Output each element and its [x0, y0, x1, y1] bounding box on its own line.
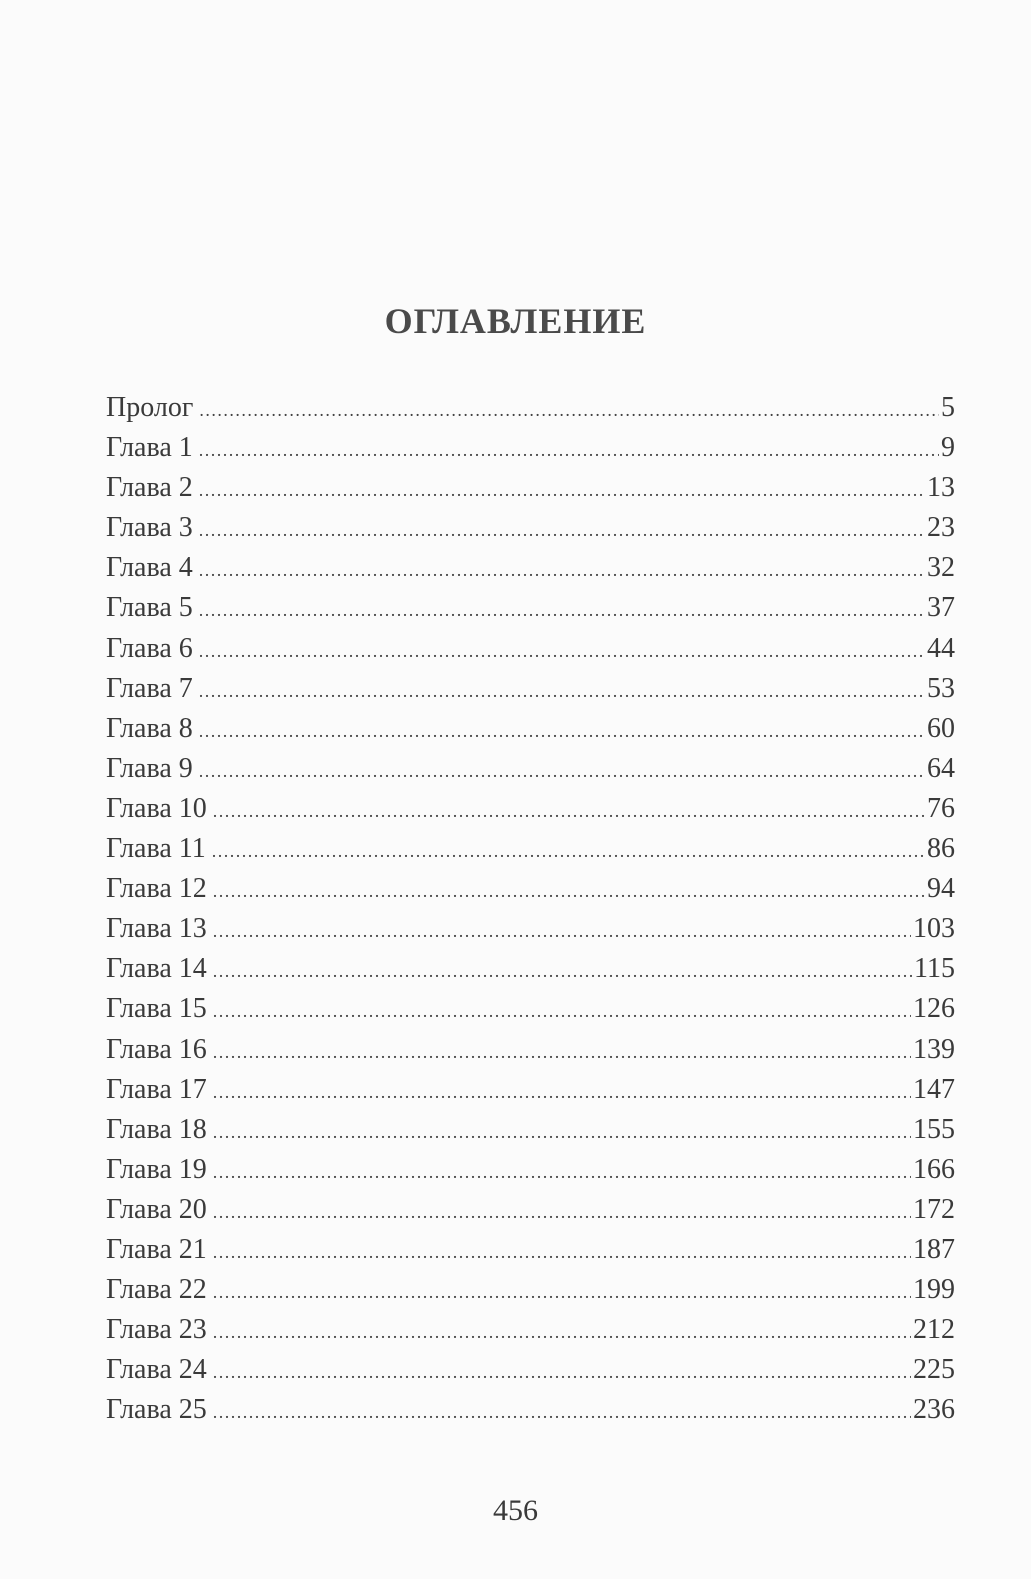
toc-entry [106, 1310, 955, 1350]
dot-leader [199, 390, 939, 430]
toc-entry-label: Глава 1 [106, 432, 193, 464]
toc-entry-label: Глава 11 [106, 833, 206, 865]
dot-leader [213, 911, 911, 951]
toc-entry-page: 126 [913, 993, 955, 1025]
toc-entry-label: Глава 5 [106, 592, 193, 624]
dot-leader [199, 671, 925, 711]
toc-entry [106, 1390, 955, 1430]
toc-entry-page: 94 [927, 873, 955, 905]
dot-leader [213, 871, 925, 911]
toc-entry [106, 749, 955, 789]
toc-entry-label: Глава 18 [106, 1113, 207, 1145]
dot-leader [213, 1032, 911, 1072]
toc-entry [106, 1110, 955, 1150]
toc-entry-page: 13 [927, 472, 955, 504]
toc-entry [106, 1230, 955, 1270]
toc-entry-page: 37 [927, 592, 955, 624]
toc-entry-page: 155 [913, 1113, 955, 1145]
toc-entry [106, 468, 955, 508]
toc-entry-page: 32 [927, 552, 955, 584]
dot-leader [213, 791, 925, 831]
dot-leader [199, 711, 925, 751]
dot-leader [213, 1072, 911, 1112]
toc-entry [106, 709, 955, 749]
toc-entry-page: 103 [913, 913, 955, 945]
toc-entry-label: Глава 4 [106, 552, 193, 584]
toc-entry-page: 23 [927, 512, 955, 544]
toc-entry [106, 669, 955, 709]
dot-leader [199, 470, 925, 510]
dot-leader [213, 1112, 911, 1152]
dot-leader [199, 550, 925, 590]
toc-entry-label: Глава 15 [106, 993, 207, 1025]
dot-leader [212, 831, 925, 871]
toc-entry [106, 548, 955, 588]
toc-entry-label: Глава 22 [106, 1274, 207, 1306]
toc-entry [106, 1190, 955, 1230]
toc-entry [106, 1270, 955, 1310]
dot-leader [199, 510, 925, 550]
toc-entry-label: Глава 6 [106, 632, 193, 664]
table-of-contents [106, 388, 955, 1430]
toc-entry-label: Глава 9 [106, 752, 193, 784]
toc-entry [106, 1150, 955, 1190]
dot-leader [213, 991, 911, 1031]
page-number: 456 [493, 1494, 538, 1527]
toc-entry-page: 44 [927, 632, 955, 664]
toc-entry [106, 1070, 955, 1110]
toc-entry-label: Глава 10 [106, 792, 207, 824]
dot-leader [213, 1392, 911, 1432]
toc-entry-page: 86 [927, 833, 955, 865]
dot-leader [213, 1152, 911, 1192]
toc-entry [106, 1030, 955, 1070]
toc-entry [106, 789, 955, 829]
toc-entry-label: Глава 16 [106, 1033, 207, 1065]
toc-entry [106, 588, 955, 628]
toc-entry-page: 76 [927, 792, 955, 824]
toc-entry-label: Глава 2 [106, 472, 193, 504]
toc-entry [106, 869, 955, 909]
toc-entry-page: 212 [913, 1314, 955, 1346]
toc-entry-page: 9 [941, 432, 955, 464]
toc-entry-label: Пролог [106, 392, 194, 423]
toc-entry-label: Глава 25 [106, 1394, 207, 1426]
toc-entry-page: 199 [913, 1274, 955, 1306]
toc-entry [106, 829, 955, 869]
toc-entry-page: 172 [913, 1193, 955, 1225]
toc-entry [106, 949, 955, 989]
toc-entry-page: 5 [941, 392, 955, 423]
toc-entry-label: Глава 7 [106, 672, 193, 704]
toc-entry [106, 508, 955, 548]
toc-entry-label: Глава 20 [106, 1193, 207, 1225]
dot-leader [199, 590, 925, 630]
toc-entry-page: 64 [927, 752, 955, 784]
dot-leader [213, 1352, 911, 1392]
dot-leader [199, 751, 925, 791]
toc-entry-label: Глава 13 [106, 913, 207, 945]
toc-entry-label: Глава 8 [106, 712, 193, 744]
toc-entry-label: Глава 21 [106, 1233, 207, 1265]
toc-entry-label: Глава 17 [106, 1073, 207, 1105]
toc-entry [106, 909, 955, 949]
toc-entry-page: 53 [927, 672, 955, 704]
dot-leader [213, 951, 912, 991]
toc-entry-page: 187 [913, 1233, 955, 1265]
toc-entry-label: Глава 24 [106, 1354, 207, 1386]
toc-entry-page: 115 [914, 953, 955, 985]
dot-leader [213, 1192, 911, 1232]
dot-leader [199, 430, 939, 470]
dot-leader [199, 631, 925, 671]
dot-leader [213, 1232, 911, 1272]
toc-entry-label: Глава 14 [106, 953, 207, 985]
dot-leader [213, 1272, 911, 1312]
page-title: ОГЛАВЛЕНИЕ [384, 301, 647, 341]
toc-entry-page: 139 [913, 1033, 955, 1065]
toc-entry-label: Глава 19 [106, 1153, 207, 1185]
toc-entry-page: 147 [913, 1073, 955, 1105]
toc-entry [106, 629, 955, 669]
toc-entry [106, 1350, 955, 1390]
toc-entry-page: 166 [913, 1153, 955, 1185]
toc-entry [106, 989, 955, 1029]
toc-entry-label: Глава 23 [106, 1314, 207, 1346]
toc-entry-label: Глава 12 [106, 873, 207, 905]
toc-entry-page: 236 [913, 1394, 955, 1426]
toc-entry-page: 225 [913, 1354, 955, 1386]
toc-entry-label: Глава 3 [106, 512, 193, 544]
toc-entry [106, 428, 955, 468]
toc-entry [106, 388, 955, 428]
dot-leader [213, 1312, 911, 1352]
toc-entry-page: 60 [927, 712, 955, 744]
